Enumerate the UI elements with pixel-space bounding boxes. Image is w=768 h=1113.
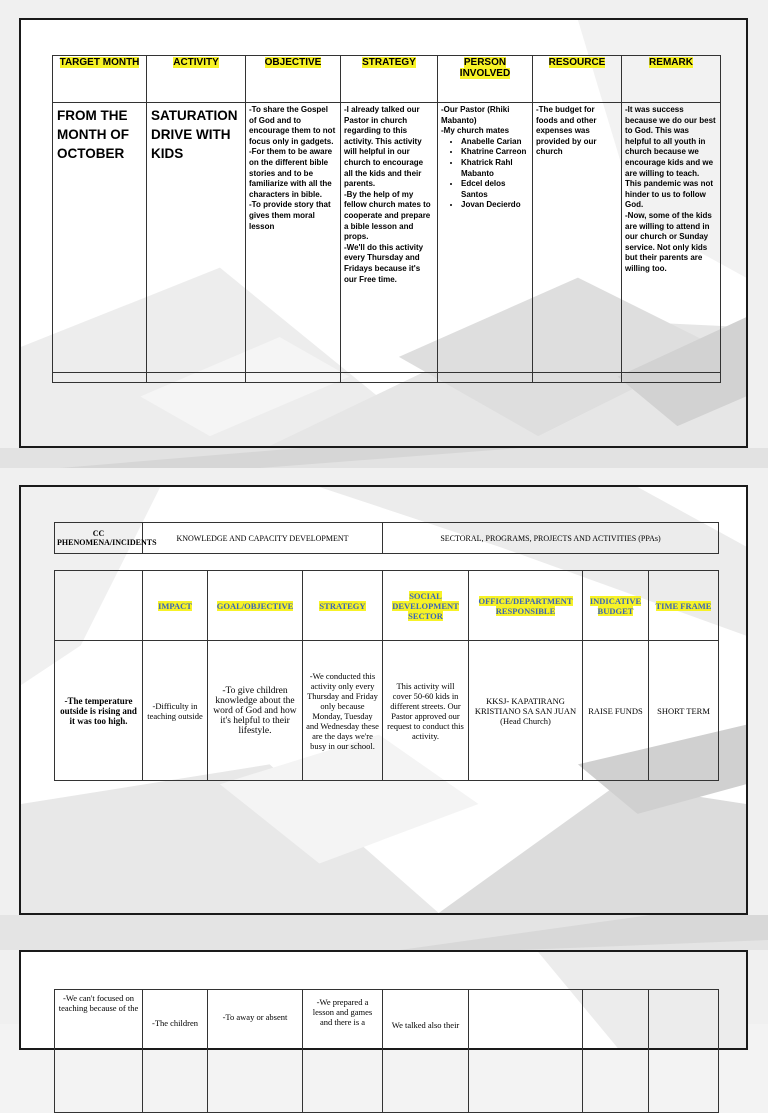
header-person-involved: PERSON INVOLVED [438,56,533,103]
objective-cell: -To share the Gospel of God and to encourage them to not focus only in gadgets. -For them to be aware on the different bible stories and to be familiarize with all the characters in bible. -To provide story that gives them moral lesson [246,103,341,373]
activity-cell: SATURATION DRIVE WITH KIDS [147,103,246,373]
empty-cell [53,373,147,383]
table-row [55,523,719,554]
header-blank [55,571,143,641]
table-row [53,103,721,373]
empty-cell [246,373,341,383]
header-impact: IMPACT [143,571,208,641]
goal-cell: -To give children knowledge about the word of God and how it's helpful to their lifestyle. [208,641,303,781]
budget-cell [583,990,649,1113]
header-objective: OBJECTIVE [246,56,341,103]
time-frame-cell [649,990,719,1113]
ppa-table [54,570,719,781]
impact-cell: -Difficulty in teaching outside [143,641,208,781]
empty-cell [622,373,721,383]
ppa-heading-table [54,522,719,554]
sector-cell: We talked also their [383,990,469,1113]
header-goal-objective: GOAL/OBJECTIVE [208,571,303,641]
impact-cell: -The children [143,990,208,1113]
sector-cell: This activity will cover 50-60 kids in different streets. Our Pastor approved our request to conduct this activity. [383,641,469,781]
header-social-development-sector: SOCIAL DEVELOPMENT SECTOR [383,571,469,641]
header-strategy: STRATEGY [341,56,438,103]
remark-cell: -It was success because we do our best to God. This was helpful to all youth in church because we encourage kids and we are willing to teach. This pandemic was not hinder to us to follow God. -Now, some of the kids are willing to attend in our church or Sunday service. Not only kids but their parents are willing too. [622,103,721,373]
knowledge-heading: KNOWLEDGE AND CAPACITY DEVELOPMENT [143,523,383,554]
document-page-1 [19,18,748,448]
list-item: • Khatrine Carreon [461,147,529,158]
empty-cell [533,373,622,383]
empty-cell [438,373,533,383]
table-header-row [53,56,721,103]
resource-cell: -The budget for foods and other expenses was provided by our church [533,103,622,373]
list-item: • Edcel delos Santos [461,179,529,200]
header-strategy: STRATEGY [303,571,383,641]
table-row [55,990,719,1113]
time-frame-cell: SHORT TERM [649,641,719,781]
header-resource: RESOURCE [533,56,622,103]
list-item: • Jovan Decierdo [461,200,529,211]
cc-phenomena-heading: CC PHENOMENA/INCIDENTS [55,523,143,554]
header-time-frame: TIME FRAME [649,571,719,641]
target-month-cell: FROM THE MONTH OF OCTOBER [53,103,147,373]
header-indicative-budget: INDICATIVE BUDGET [583,571,649,641]
document-page-2 [19,485,748,915]
budget-cell: RAISE FUNDS [583,641,649,781]
strategy-cell: -We prepared a lesson and games and there is a [303,990,383,1113]
goal-cell: -To away or absent [208,990,303,1113]
header-remark: REMARK [622,56,721,103]
table-row [55,641,719,781]
activity-plan-table [52,55,721,383]
office-cell: KKSJ- KAPATIRANG KRISTIANO SA SAN JUAN (Head Church) [469,641,583,781]
header-activity: ACTIVITY [147,56,246,103]
table-row-empty [53,373,721,383]
list-item: • Khatrick Rahl Mabanto [461,158,529,179]
person-intro: -Our Pastor (Rhiki Mabanto) -My church mates [441,105,510,136]
phenomena-cell: -The temperature outside is rising and it was too high. [55,641,143,781]
strategy-cell: -I already talked our Pastor in church regarding to this activity. This activity will helpful in our church to encourage all the kids and their parents. -By the help of my fellow church mates to cooperate and prepare a bible lesson and props. -We'll do this activity every Thursday and Fridays because it's our Free time. [341,103,438,373]
empty-cell [341,373,438,383]
empty-cell [147,373,246,383]
phenomena-cell: -We can't focused on teaching because of the [55,990,143,1113]
document-page-3 [19,950,748,1050]
office-cell [469,990,583,1113]
sectoral-heading: SECTORAL, PROGRAMS, PROJECTS AND ACTIVITIES (PPAs) [383,523,719,554]
person-involved-cell [438,103,533,373]
ppa-table-continued [54,989,719,1113]
list-item: • Anabelle Carian [461,137,529,148]
header-office-department: OFFICE/DEPARTMENT RESPONSIBLE [469,571,583,641]
strategy-cell: -We conducted this activity only every Thursday and Friday only because Monday, Tuesday and Wednesday these are the days we're busy in our school. [303,641,383,781]
table-header-row [55,571,719,641]
person-list [441,137,529,211]
header-target-month: TARGET MONTH [53,56,147,103]
